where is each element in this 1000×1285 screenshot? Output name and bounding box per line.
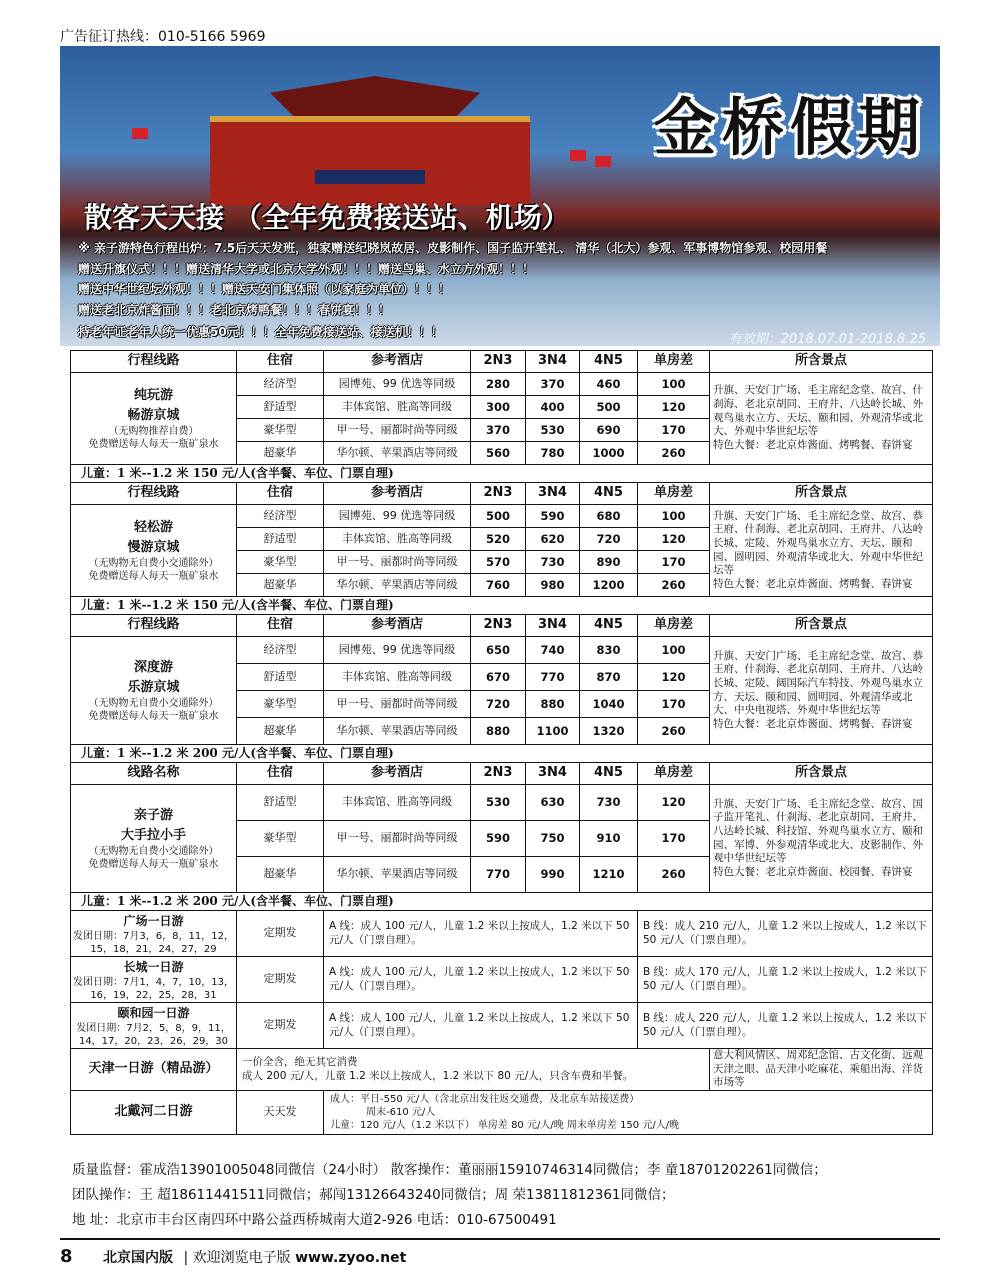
route-cell: 亲子游 大手拉小手 （无购物无自费小交通除外） 免费赠送每人每天一瓶矿泉水	[71, 785, 237, 893]
day-trip-row: 颐和园一日游 发团日期：7月2，5，8，9，11，14，17，20，23，26，29，30 定期发 A 线：成人 100 元/人，儿童 1.2 米以上按成人，1.2 米以下 50 元/人（门票自理）。 B 线：成人 220 元/人，儿童 1.2 米以上按成人，1.2 米以下 50 元/人（门票自理）。	[71, 1003, 933, 1049]
table-row: 超豪华 华尔顿、苹果酒店等同级 880 1100 1320 260	[71, 718, 933, 745]
col-single-supplement: 单房差	[638, 351, 710, 373]
kids-price-row: 儿童：1 米--1.2 米 150 元/人(含半餐、车位、门票自理)	[71, 597, 933, 615]
spots-cell: 升旗、天安门广场、毛主席纪念堂、故宫、恭王府、什刹海、老北京胡同、王府井、八达岭长城、定陵、阔国际汽车特技、外观鸟巢水立方、天坛、颐和园、圆明园、外观清华或北大、中央电视塔、外观中华世纪坛等 特色大餐：老北京炸酱面、烤鸭餐、春饼宴	[710, 637, 933, 745]
beidaihe-row: 北戴河二日游 天天发 成人：平日-550 元/人（含北京出发往返交通费，及北京车站接送费） 周末-610 元/人 儿童：120 元/人（1.2 米以下） 单房差 80 元/人/晚 周末单房差 150 元/人/晚	[71, 1091, 933, 1135]
hero-banner	[60, 46, 940, 346]
col-hotel: 参考酒店	[324, 351, 471, 373]
promo-line: 赠送老北京炸酱面！！！老北京烤鸭餐！！！春饼宴！！！	[78, 303, 391, 317]
separator: |	[183, 1250, 189, 1266]
table-row: 超豪华 华尔顿、苹果酒店等同级 770 990 1210 260	[71, 857, 933, 893]
kids-price-row: 儿童：1 米--1.2 米 200 元/人(含半餐、车位、门票自理)	[71, 745, 933, 763]
validity-period: 有效期：2018.07.01-2018.8.25	[728, 332, 926, 346]
spots-cell: 升旗、天安门广场、毛主席纪念堂、故宫、恭王府、什刹海、老北京胡同、王府井、八达岭长城、定陵、外观鸟巢水立方、天坛、颐和园、圆明园、外观清华或北大、外观中华世纪坛等 特色大餐：老北京炸酱面、烤鸭餐、春饼宴	[710, 505, 933, 597]
contact-line: 团队操作：王 超18611441511同微信；郝闯13126643240同微信；周 荣13811812361同微信；	[72, 1187, 675, 1203]
table-row: 舒适型 丰体宾馆、胜高等同级 520 620 720 120	[71, 528, 933, 551]
promo-line: ※ 亲子游特色行程出炉：7.5后天天发班，独家赠送纪晓岚故居、皮影制作、国子监开笔礼、 清华（北大）参观、军事博物馆参观、校园用餐	[78, 241, 828, 255]
day-trip-row: 广场一日游 发团日期：7月3，6，8，11，12，15，18，21，24，27，29 定期发 A 线：成人 100 元/人，儿童 1.2 米以上按成人，1.2 米以下 50 元/人（门票自理）。 B 线：成人 210 元/人，儿童 1.2 米以上按成人，1.2 米以下 50 元/人（门票自理）。	[71, 911, 933, 957]
kids-price-row: 儿童：1 米--1.2 米 150 元/人(含半餐、车位、门票自理)	[71, 465, 933, 483]
col-stay: 住宿	[237, 351, 324, 373]
table-header	[71, 351, 933, 373]
route-cell: 纯玩游 畅游京城 （无购物推荐自费） 免费赠送每人每天一瓶矿泉水	[71, 373, 237, 465]
ad-hotline: 广告征订热线：010-5166 5969	[60, 29, 266, 45]
route-cell: 轻松游 慢游京城 （无购物无自费小交通除外） 免费赠送每人每天一瓶矿泉水	[71, 505, 237, 597]
col-spots: 所含景点	[710, 351, 933, 373]
contact-line: 地 址：北京市丰台区南四环中路公益西桥城南大道2-926 电话：010-67500491	[72, 1212, 557, 1228]
kids-price-row: 儿童：1 米--1.2 米 200 元/人(含半餐、车位、门票自理)	[71, 893, 933, 911]
col-3n4: 3N4	[526, 351, 580, 373]
headline: 散客天天接 （全年免费接送站、机场）	[84, 201, 570, 234]
table-row: 舒适型 丰体宾馆、胜高等同级 300 400 500 120	[71, 396, 933, 419]
edition-label: 北京国内版	[102, 1250, 173, 1266]
table-row: 亲子游 大手拉小手 （无购物无自费小交通除外） 免费赠送每人每天一瓶矿泉水 舒适型 丰体宾馆、胜高等同级 530 630 730 120 升旗、天安门广场、毛主席纪念堂、故宫、国子监开笔礼、什刹海、老北京胡同、王府井、八达岭长城、科技馆、外观鸟巢水立方、颐和园、军博、外参观清华或北大、皮影制作、外观中华世纪坛等 特色大餐：老北京炸酱面、校园餐、春饼宴	[71, 785, 933, 821]
route-cell: 深度游 乐游京城 （无购物无自费小交通除外） 免费赠送每人每天一瓶矿泉水	[71, 637, 237, 745]
spots-cell: 升旗、天安门广场、毛主席纪念堂、故宫、国子监开笔礼、什刹海、老北京胡同、王府井、八达岭长城、科技馆、外观鸟巢水立方、颐和园、军博、外参观清华或北大、皮影制作、外观中华世纪坛等 特色大餐：老北京炸酱面、校园餐、春饼宴	[710, 785, 933, 893]
gate-sign	[315, 170, 425, 184]
table-row: 舒适型 丰体宾馆、胜高等同级 670 770 870 120	[71, 664, 933, 691]
promo-line: 赠送升旗仪式！！！赠送清华大学或北京大学外观！！！赠送鸟巢、水立方外观！！！	[78, 262, 535, 276]
page-footer	[60, 1238, 940, 1267]
table-header: 线路名称 住宿 参考酒店 2N3 3N4 4N5 单房差 所含景点	[71, 763, 933, 785]
table-row: 豪华型 甲一号、丽都时尚等同级 570 730 890 170	[71, 551, 933, 574]
page-number: 8	[60, 1246, 73, 1267]
website-link[interactable]: www.zyoo.net	[295, 1250, 407, 1266]
day-trip-row: 长城一日游 发团日期：7月1，4，7，10，13，16，19，22，25，28，31 定期发 A 线：成人 100 元/人，儿童 1.2 米以上按成人，1.2 米以下 50 元/人（门票自理）。 B 线：成人 170 元/人，儿童 1.2 米以上按成人，1.2 米以下 50 元/人（门票自理）。	[71, 957, 933, 1003]
table-header: 行程线路 住宿 参考酒店 2N3 3N4 4N5 单房差 所含景点	[71, 483, 933, 505]
tiananmen-gate	[210, 116, 530, 206]
tianjin-row: 天津一日游（精品游） 一价全含，绝无其它消费 成人 200 元/人，儿童 1.2 米以上按成人，1.2 米以下 80 元/人，只含车费和半餐。 意大利风情区、周邓纪念馆、古文化街、远观天津之眼、品天津小吃麻花、乘船出海、洋货市场等	[71, 1049, 933, 1091]
flag-icon	[595, 156, 611, 167]
table-row: 豪华型 甲一号、丽都时尚等同级 370 530 690 170	[71, 419, 933, 442]
table-row: 超豪华 华尔顿、苹果酒店等同级 560 780 1000 260	[71, 442, 933, 465]
col-route: 行程线路	[71, 351, 237, 373]
footer-text: 欢迎浏览电子版	[192, 1250, 291, 1266]
tiananmen-roof	[270, 76, 480, 118]
table-row: 深度游 乐游京城 （无购物无自费小交通除外） 免费赠送每人每天一瓶矿泉水 经济型 园博苑、99 优选等同级 650 740 830 100 升旗、天安门广场、毛主席纪念堂、故宫、恭王府、什刹海、老北京胡同、王府井、八达岭长城、定陵、阔国际汽车特技、外观鸟巢水立方、天坛、颐和园、圆明园、外观清华或北大、中央电视塔、外观中华世纪坛等 特色大餐：老北京炸酱面、烤鸭餐、春饼宴	[71, 637, 933, 664]
table-row: 豪华型 甲一号、丽都时尚等同级 720 880 1040 170	[71, 691, 933, 718]
col-2n3: 2N3	[471, 351, 526, 373]
flag-icon	[132, 128, 148, 139]
promo-line: 赠送中华世纪坛外观！！！赠送天安门集体照（以家庭为单位）！！！	[78, 282, 451, 296]
contact-info	[72, 1158, 827, 1233]
contact-line: 质量监督：霍成浩13901005048同微信（24小时） 散客操作：董丽丽15910746314同微信；李 童18701202261同微信；	[72, 1162, 827, 1178]
flag-icon	[570, 150, 586, 161]
table-row: 轻松游 慢游京城 （无购物无自费小交通除外） 免费赠送每人每天一瓶矿泉水 经济型 园博苑、99 优选等同级 500 590 680 100 升旗、天安门广场、毛主席纪念堂、故宫、恭王府、什刹海、老北京胡同、王府井、八达岭长城、定陵、外观鸟巢水立方、天坛、颐和园、圆明园、外观清华或北大、外观中华世纪坛等 特色大餐：老北京炸酱面、烤鸭餐、春饼宴	[71, 505, 933, 528]
promo-line: 持老年证老年人统一优惠50元！！！全年免费接送站、接送机！！！	[78, 325, 443, 339]
col-4n5: 4N5	[580, 351, 638, 373]
table-row: 豪华型 甲一号、丽都时尚等同级 590 750 910 170	[71, 821, 933, 857]
spots-cell: 升旗、天安门广场、毛主席纪念堂、故宫、什刹海、老北京胡同、王府井、八达岭长城、外观鸟巢水立方、天坛、颐和园、外观清华或北大、外观中华世纪坛等 特色大餐：老北京炸酱面、烤鸭餐、春饼宴	[710, 373, 933, 465]
table-header: 行程线路 住宿 参考酒店 2N3 3N4 4N5 单房差 所含景点	[71, 615, 933, 637]
table-row: 纯玩游 畅游京城 （无购物推荐自费） 免费赠送每人每天一瓶矿泉水 经济型 园博苑、99 优选等同级 280 370 460 100 升旗、天安门广场、毛主席纪念堂、故宫、什刹海、老北京胡同、王府井、八达岭长城、外观鸟巢水立方、天坛、颐和园、外观清华或北大、外观中华世纪坛等 特色大餐：老北京炸酱面、烤鸭餐、春饼宴	[71, 373, 933, 396]
brand-logo: 金桥假期	[653, 91, 926, 164]
table-row: 超豪华 华尔顿、苹果酒店等同级 760 980 1200 260	[71, 574, 933, 597]
tour-price-table	[70, 350, 933, 1135]
